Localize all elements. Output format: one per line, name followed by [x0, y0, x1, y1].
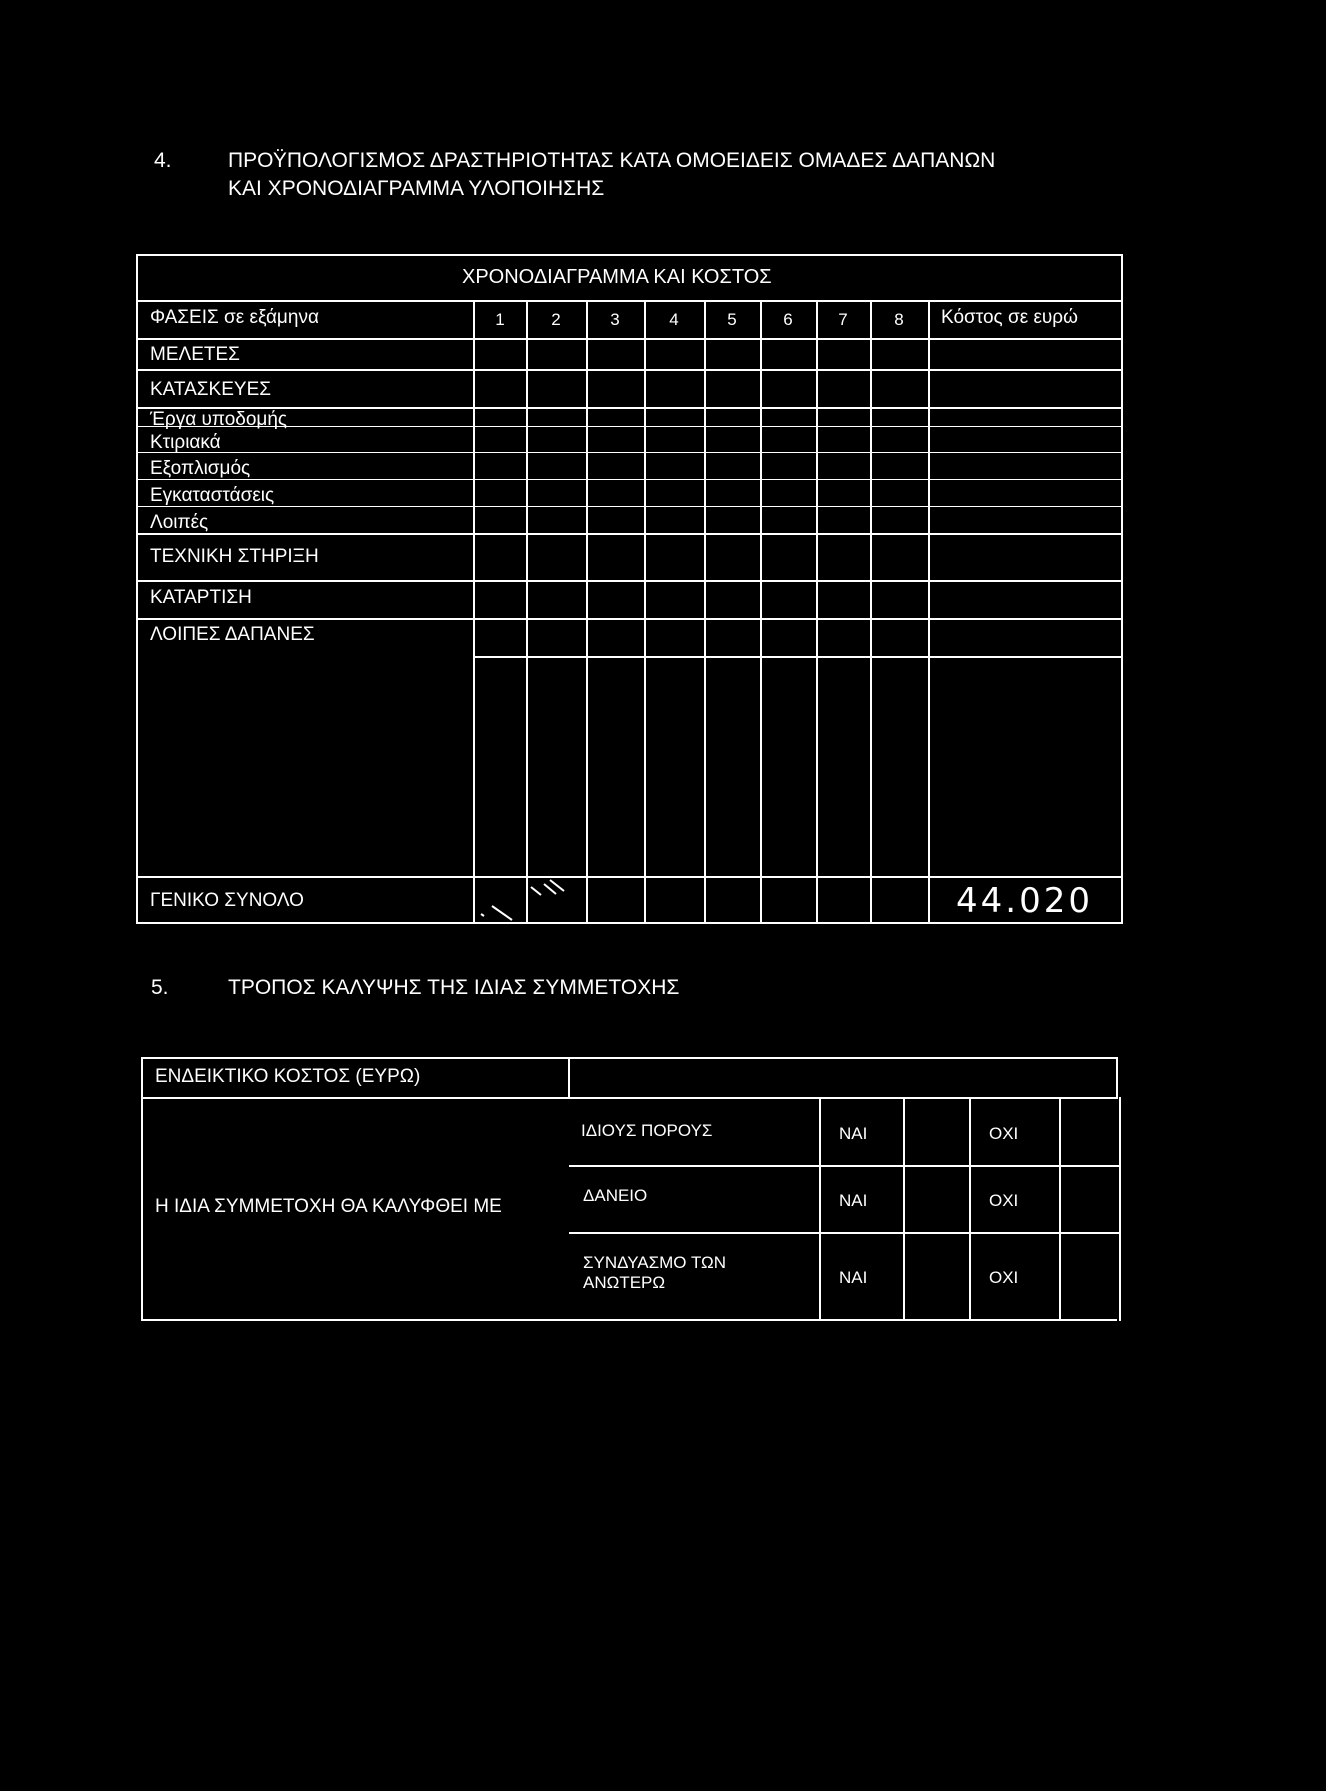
yes-label: ΝΑΙ — [839, 1124, 868, 1143]
row-label: ΤΕΧΝΙΚΗ ΣΤΗΡΙΞΗ — [150, 546, 319, 567]
yes-label: ΝΑΙ — [839, 1191, 868, 1210]
row-label: Εξοπλισμός — [150, 458, 251, 479]
row-label: ΚΑΤΑΡΤΙΣΗ — [150, 587, 252, 608]
month-header: 8 — [894, 310, 904, 329]
option-combination-line-2: ΑΝΩΤΕΡΩ — [583, 1273, 666, 1292]
month-header: 4 — [669, 310, 679, 329]
row-label: ΜΕΛΕΤΕΣ — [150, 344, 240, 365]
cost-header: Κόστος σε ευρώ — [941, 307, 1078, 328]
month-header: 6 — [783, 310, 793, 329]
row-label: Κτιριακά — [150, 432, 221, 453]
month-header: 7 — [838, 310, 848, 329]
row-label: ΛΟΙΠΕΣ ΔΑΠΑΝΕΣ — [150, 624, 315, 645]
yes-label: ΝΑΙ — [839, 1268, 868, 1287]
section-number: 4. — [154, 149, 172, 172]
no-label: ΟΧΙ — [989, 1124, 1019, 1143]
option-own-resources: ΙΔΙΟΥΣ ΠΟΡΟΥΣ — [581, 1121, 713, 1140]
month-header: 1 — [495, 310, 505, 329]
section-title: ΤΡΟΠΟΣ ΚΑΛΥΨΗΣ ΤΗΣ ΙΔΙΑΣ ΣΥΜΜΕΤΟΧΗΣ — [228, 976, 680, 999]
row-label: Έργα υποδομής — [150, 409, 288, 430]
no-label: ΟΧΙ — [989, 1191, 1019, 1210]
grand-total-value: 44.020 — [956, 881, 1093, 921]
coverage-label: Η ΙΔΙΑ ΣΥΜΜΕΤΟΧΗ ΘΑ ΚΑΛΥΦΘΕΙ ΜΕ — [155, 1196, 502, 1217]
grand-total-label: ΓΕΝΙΚΟ ΣΥΝΟΛΟ — [150, 890, 304, 911]
schedule-cost-table — [136, 254, 1123, 924]
no-label: ΟΧΙ — [989, 1268, 1019, 1287]
option-combination: ΣΥΝΔΥΑΣΜΟ ΤΩΝ — [583, 1253, 727, 1272]
indicative-cost-label: ΕΝΔΕΙΚΤΙΚΟ ΚΟΣΤΟΣ (ΕΥΡΩ) — [155, 1066, 421, 1087]
own-contribution-table — [141, 1057, 1120, 1321]
option-loan: ΔΑΝΕΙΟ — [583, 1186, 648, 1205]
phases-header: ΦΑΣΕΙΣ σε εξάμηνα — [150, 307, 319, 328]
month-header: 2 — [551, 310, 561, 329]
section-number: 5. — [151, 976, 169, 999]
section-title-line-1: ΠΡΟΫΠΟΛΟΓΙΣΜΟΣ ΔΡΑΣΤΗΡΙΟΤΗΤΑΣ ΚΑΤΑ ΟΜΟΕΙΔΕΙΣ ΟΜΑΔΕΣ ΔΑΠΑΝΩΝ — [228, 149, 996, 172]
section-title-line-2: ΚΑΙ ΧΡΟΝΟΔΙΑΓΡΑΜΜΑ ΥΛΟΠΟΙΗΣΗΣ — [228, 177, 605, 200]
row-label: Λοιπές — [150, 512, 209, 533]
month-header: 5 — [727, 310, 737, 329]
row-label: ΚΑΤΑΣΚΕΥΕΣ — [150, 379, 271, 400]
row-label: Εγκαταστάσεις — [150, 485, 275, 506]
table-title: ΧΡΟΝΟΔΙΑΓΡΑΜΜΑ ΚΑΙ ΚΟΣΤΟΣ — [462, 266, 772, 288]
handwritten-marks — [136, 254, 1123, 924]
month-header: 3 — [610, 310, 620, 329]
